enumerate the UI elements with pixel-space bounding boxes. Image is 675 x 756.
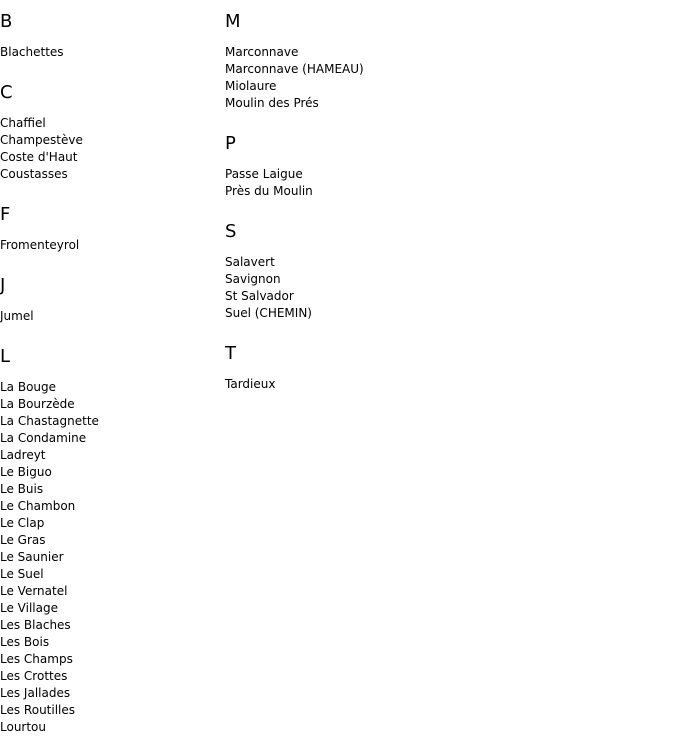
- place-link[interactable]: Le Gras: [0, 533, 46, 547]
- letter-group: [0, 193, 220, 254]
- place-link[interactable]: Le Vernatel: [0, 584, 68, 598]
- place-list: [0, 34, 220, 61]
- place-link[interactable]: Les Bois: [0, 635, 50, 649]
- letter-group: [0, 0, 220, 61]
- place-link[interactable]: Ladreyt: [0, 448, 46, 462]
- place-link[interactable]: La Bourzède: [0, 397, 75, 411]
- place-link[interactable]: Les Jallades: [0, 686, 71, 700]
- place-link[interactable]: Les Crottes: [0, 669, 68, 683]
- place-link[interactable]: Le Saunier: [0, 550, 64, 564]
- place-link[interactable]: Le Buis: [0, 482, 44, 496]
- place-link[interactable]: Les Champs: [0, 652, 73, 666]
- place-link[interactable]: Le Clap: [0, 516, 45, 530]
- place-link[interactable]: Fromenteyrol: [0, 238, 80, 252]
- letter-group: [0, 264, 220, 325]
- place-link[interactable]: Champestève: [0, 133, 83, 147]
- place-link[interactable]: Suel (CHEMIN): [225, 306, 312, 320]
- place-link[interactable]: Le Biguo: [0, 465, 52, 479]
- letter-heading: F: [0, 204, 11, 225]
- place-list: [0, 227, 220, 254]
- place-link[interactable]: Moulin des Prés: [225, 96, 319, 110]
- letter-group: [0, 71, 220, 183]
- place-link[interactable]: Jumel: [0, 309, 34, 323]
- place-link[interactable]: Près du Moulin: [225, 184, 313, 198]
- place-link[interactable]: La Chastagnette: [0, 414, 99, 428]
- index-column-left: [0, 0, 220, 746]
- place-link[interactable]: Salavert: [225, 255, 275, 269]
- letter-heading: P: [225, 133, 236, 154]
- letter-group: [0, 335, 220, 736]
- place-link[interactable]: Coste d'Haut: [0, 150, 78, 164]
- place-list: [225, 244, 525, 322]
- letter-heading: S: [225, 221, 237, 242]
- place-link[interactable]: Lourtou: [0, 720, 47, 734]
- letter-group: [225, 210, 525, 322]
- letter-heading: L: [0, 346, 11, 367]
- place-link[interactable]: Le Village: [0, 601, 58, 615]
- place-link[interactable]: Savignon: [225, 272, 281, 286]
- index-column-right: [225, 0, 525, 403]
- place-link[interactable]: Chaffiel: [0, 116, 46, 130]
- place-link[interactable]: La Condamine: [0, 431, 87, 445]
- letter-heading: C: [0, 82, 13, 103]
- place-link[interactable]: Coustasses: [0, 167, 68, 181]
- place-link[interactable]: Le Chambon: [0, 499, 76, 513]
- letter-group: [225, 122, 525, 200]
- place-link[interactable]: Marconnave: [225, 45, 299, 59]
- letter-group: [225, 0, 525, 112]
- place-list: [225, 366, 525, 393]
- place-link[interactable]: Miolaure: [225, 79, 277, 93]
- place-list: [0, 298, 220, 325]
- place-link[interactable]: Passe Laigue: [225, 167, 303, 181]
- place-link[interactable]: Le Suel: [0, 567, 44, 581]
- letter-heading: M: [225, 11, 241, 32]
- place-link[interactable]: Blachettes: [0, 45, 64, 59]
- place-link[interactable]: La Bouge: [0, 380, 57, 394]
- place-link[interactable]: Les Blaches: [0, 618, 71, 632]
- letter-group: [225, 332, 525, 393]
- place-list: [225, 34, 525, 112]
- place-list: [0, 369, 220, 736]
- letter-heading: B: [0, 11, 13, 32]
- place-link[interactable]: Tardieux: [225, 377, 276, 391]
- place-list: [225, 156, 525, 200]
- place-link[interactable]: Les Routilles: [0, 703, 76, 717]
- place-link[interactable]: Marconnave (HAMEAU): [225, 62, 364, 76]
- place-list: [0, 105, 220, 183]
- letter-heading: T: [225, 343, 236, 364]
- letter-heading: J: [0, 275, 6, 296]
- place-link[interactable]: St Salvador: [225, 289, 294, 303]
